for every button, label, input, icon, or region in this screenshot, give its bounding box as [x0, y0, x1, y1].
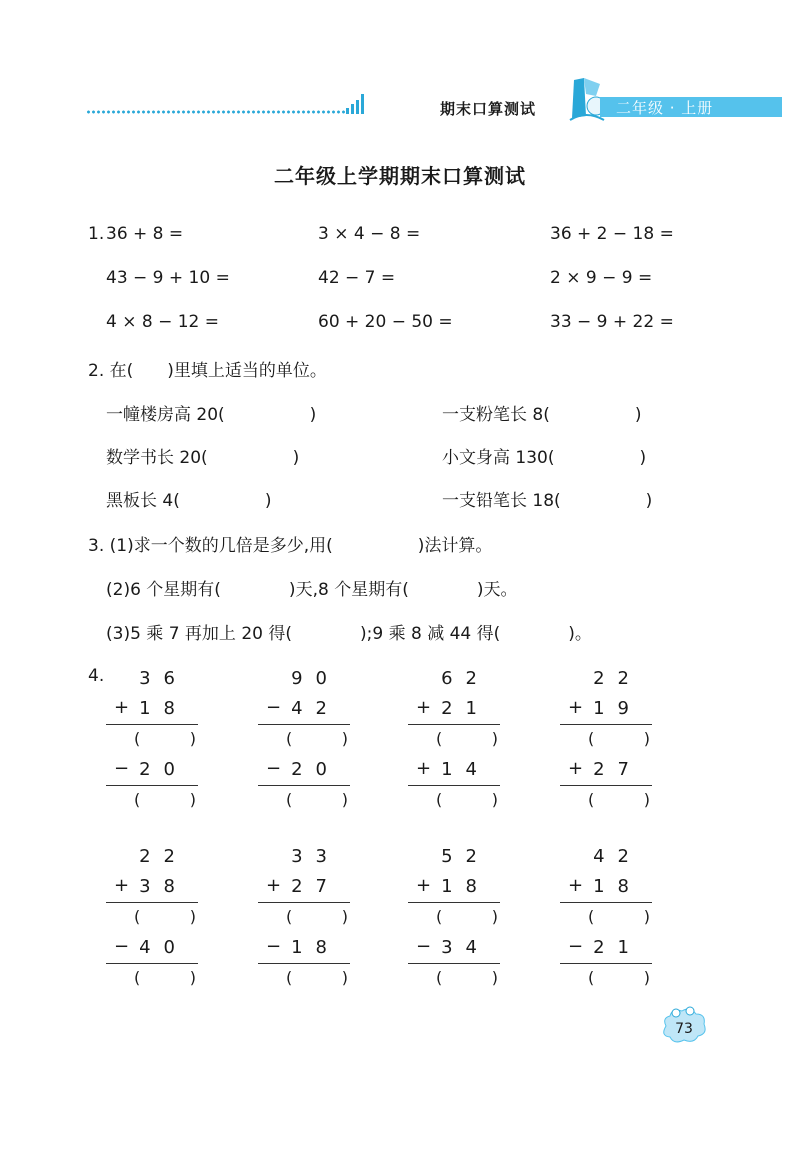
top-number: 52 [441, 846, 490, 867]
operator: + [114, 875, 130, 896]
operand: 14 [441, 759, 490, 780]
vertical-problem: 33 + 27 ( ) − 18 ( ) [258, 842, 350, 994]
q3-line: (3)5 乘 7 再加上 20 得( );9 乘 8 减 44 得( )。 [106, 624, 592, 644]
operator: − [416, 936, 432, 957]
q2-item: 一支铅笔长 18( ) [442, 491, 653, 511]
top-number: 36 [139, 668, 188, 689]
header-dotted-line [86, 110, 348, 114]
header-grade-label: 二年级 · 上册 [616, 99, 714, 117]
q1-expression: 33 − 9 + 22 = [550, 312, 674, 332]
q1-expression: 42 − 7 = [318, 268, 396, 288]
operand: 27 [291, 876, 340, 897]
q1-expression: 60 + 20 − 50 = [318, 312, 453, 332]
header-bars-decoration [346, 94, 366, 114]
vertical-problem: 36 + 18 ( ) − 20 ( ) [106, 664, 198, 816]
q2-item: 一幢楼房高 20( ) [106, 405, 317, 425]
operand: 20 [139, 759, 188, 780]
q1-expression: 2 × 9 − 9 = [550, 268, 653, 288]
vertical-problem: 22 + 38 ( ) − 40 ( ) [106, 842, 198, 994]
operand: 18 [291, 937, 340, 958]
operator: + [416, 697, 432, 718]
operator: − [266, 936, 282, 957]
operator: + [568, 758, 584, 779]
q1-number: 1. [88, 224, 105, 244]
operator: − [568, 936, 584, 957]
top-number: 22 [593, 668, 642, 689]
operator: + [114, 697, 130, 718]
operand: 19 [593, 698, 642, 719]
vertical-problem: 52 + 18 ( ) − 34 ( ) [408, 842, 500, 994]
q2-item: 数学书长 20( ) [106, 448, 300, 468]
page-title: 二年级上学期期末口算测试 [274, 164, 526, 188]
operator: + [416, 758, 432, 779]
operand: 34 [441, 937, 490, 958]
operand: 21 [593, 937, 642, 958]
operator: + [266, 875, 282, 896]
top-number: 22 [139, 846, 188, 867]
q1-expression: 4 × 8 − 12 = [106, 312, 220, 332]
header-section-title: 期末口算测试 [440, 100, 537, 118]
operand: 38 [139, 876, 188, 897]
top-number: 33 [291, 846, 340, 867]
q2-item: 一支粉笔长 8( ) [442, 405, 642, 425]
q1-expression: 43 − 9 + 10 = [106, 268, 230, 288]
q1-expression: 36 + 8 = [106, 224, 184, 244]
top-number: 90 [291, 668, 340, 689]
operand: 27 [593, 759, 642, 780]
operator: − [114, 758, 130, 779]
q2-item: 黑板长 4( ) [106, 491, 272, 511]
page-number-badge [660, 1006, 708, 1046]
operator: + [416, 875, 432, 896]
vertical-problem: 90 − 42 ( ) − 20 ( ) [258, 664, 350, 816]
q1-expression: 3 × 4 − 8 = [318, 224, 421, 244]
q2-prompt: 2. 在( )里填上适当的单位。 [88, 361, 327, 381]
q3-line: 3. (1)求一个数的几倍是多少,用( )法计算。 [88, 536, 493, 556]
operand: 21 [441, 698, 490, 719]
operand: 20 [291, 759, 340, 780]
operator: − [266, 697, 282, 718]
operand: 18 [139, 698, 188, 719]
q3-line: (2)6 个星期有( )天,8 个星期有( )天。 [106, 580, 518, 600]
top-number: 62 [441, 668, 490, 689]
operator: − [114, 936, 130, 957]
vertical-problem: 42 + 18 ( ) − 21 ( ) [560, 842, 652, 994]
q1-expression: 36 + 2 − 18 = [550, 224, 674, 244]
operand: 40 [139, 937, 188, 958]
page-number: 73 [675, 1021, 693, 1037]
operator: + [568, 697, 584, 718]
operator: + [568, 875, 584, 896]
vertical-problem: 62 + 21 ( ) + 14 ( ) [408, 664, 500, 816]
operand: 18 [441, 876, 490, 897]
operand: 42 [291, 698, 340, 719]
top-number: 42 [593, 846, 642, 867]
operator: − [266, 758, 282, 779]
operand: 18 [593, 876, 642, 897]
q4-number: 4. [88, 666, 105, 686]
vertical-problem: 22 + 19 ( ) + 27 ( ) [560, 664, 652, 816]
q2-item: 小文身高 130( ) [442, 448, 647, 468]
